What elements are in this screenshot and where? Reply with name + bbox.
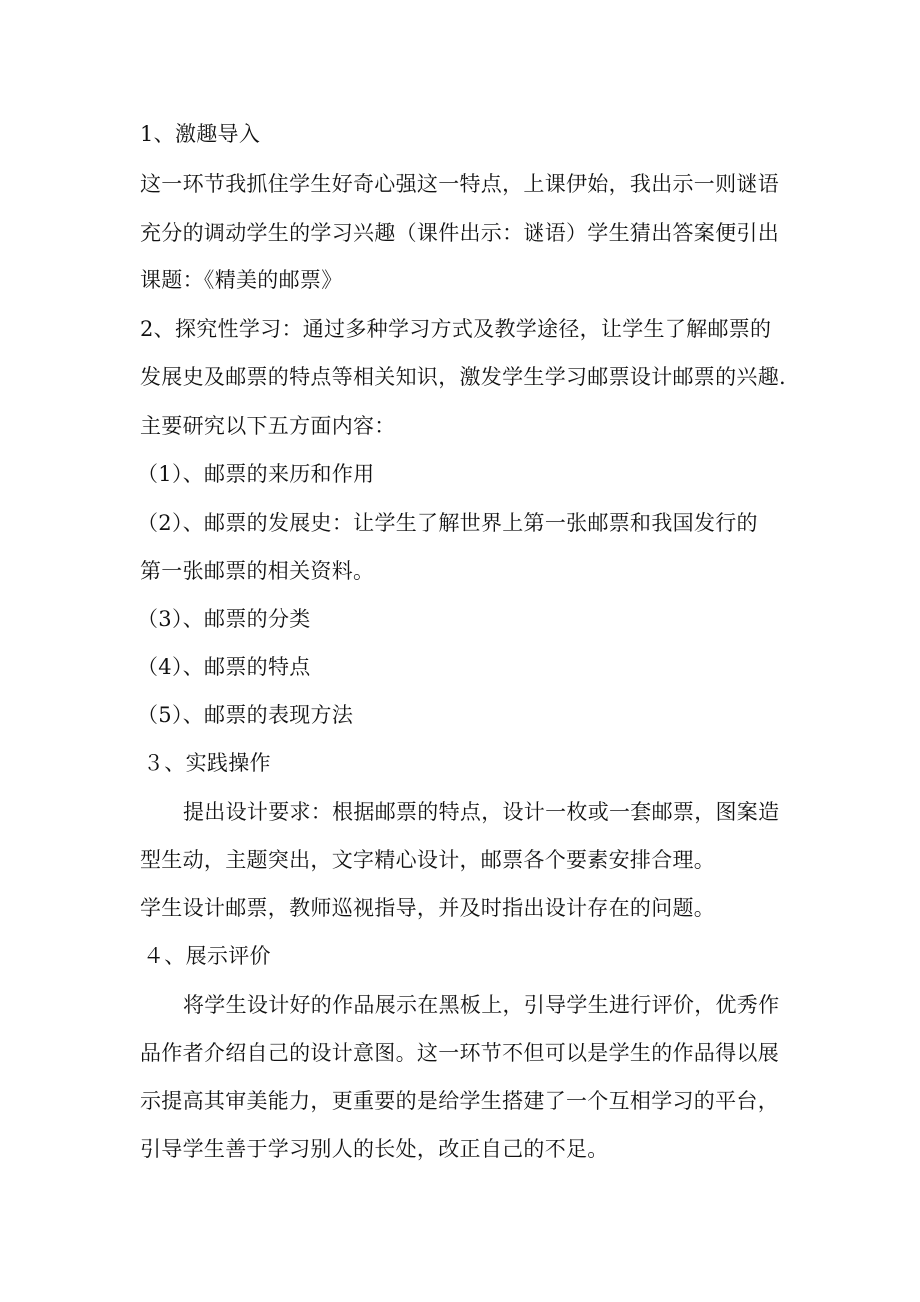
section-heading-3: ３、实践操作 <box>143 751 271 775</box>
list-item: （1）、邮票的来历和作用 <box>137 462 375 486</box>
paragraph-line: 型生动，主题突出，文字精心设计，邮票各个要素安排合理。 <box>140 848 716 872</box>
paragraph-line: 第一张邮票的相关资料。 <box>140 559 375 583</box>
section-heading-2: 2、探究性学习：通过多种学习方式及教学途径，让学生了解邮票的 <box>140 317 772 341</box>
list-item: （4）、邮票的特点 <box>137 655 311 679</box>
paragraph-line: 示提高其审美能力，更重要的是给学生搭建了一个互相学习的平台， <box>140 1089 779 1113</box>
list-item: （3）、邮票的分类 <box>137 607 311 631</box>
paragraph-line: 主要研究以下五方面内容： <box>140 414 396 438</box>
paragraph-line: 将学生设计好的作品展示在黑板上，引导学生进行评价，优秀作 <box>183 993 780 1017</box>
paragraph-line: 发展史及邮票的特点等相关知识，激发学生学习邮票设计邮票的兴趣. <box>140 365 786 389</box>
paragraph-line: 学生设计邮票，教师巡视指导，并及时指出设计存在的问题。 <box>140 896 716 920</box>
list-item: （5）、邮票的表现方法 <box>137 703 354 727</box>
section-heading-1: 1、激趣导入 <box>140 122 261 146</box>
paragraph-line: 品作者介绍自己的设计意图。这一环节不但可以是学生的作品得以展 <box>140 1041 779 1065</box>
paragraph-line: 课题：《精美的邮票》 <box>140 268 343 292</box>
paragraph-line: 提出设计要求：根据邮票的特点，设计一枚或一套邮票，图案造 <box>183 800 780 824</box>
paragraph-line: 引导学生善于学习别人的长处，改正自己的不足。 <box>140 1137 609 1161</box>
section-heading-4: ４、展示评价 <box>143 944 271 968</box>
paragraph-line: 这一环节我抓住学生好奇心强这一特点，上课伊始，我出示一则谜语 <box>140 172 779 196</box>
paragraph-line: 充分的调动学生的学习兴趣（课件出示：谜语）学生猜出答案便引出 <box>140 221 779 245</box>
list-item: （2）、邮票的发展史：让学生了解世界上第一张邮票和我国发行的 <box>137 511 758 535</box>
